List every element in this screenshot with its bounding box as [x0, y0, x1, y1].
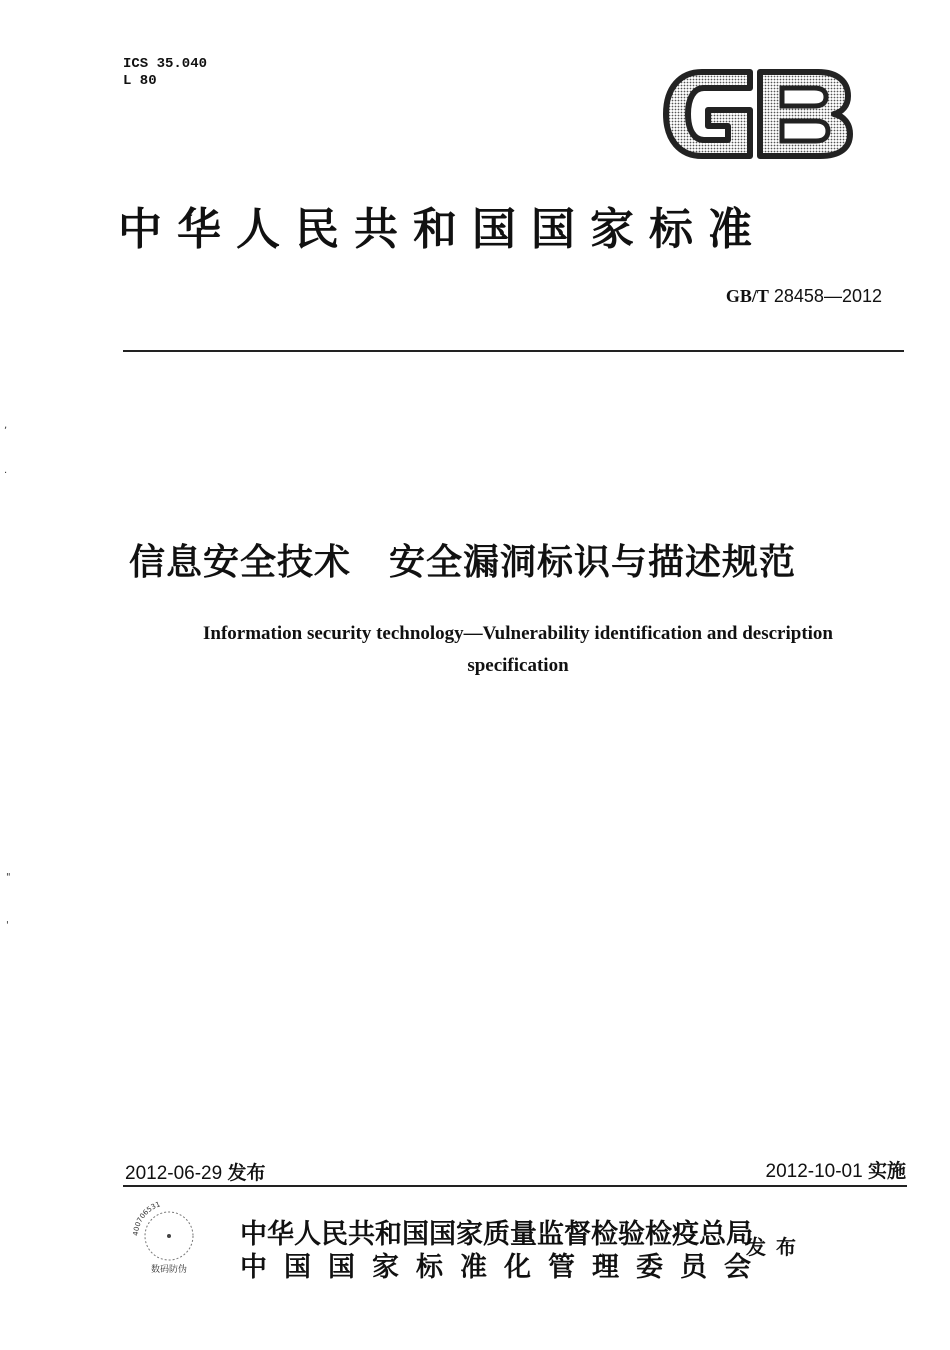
- issue-date-value: 2012-06-29: [125, 1163, 223, 1184]
- implementation-date-label: 实施: [867, 1160, 906, 1182]
- implementation-date-value: 2012-10-01: [765, 1161, 863, 1182]
- publish-label: 发布: [746, 1235, 806, 1259]
- issue-date: [125, 1158, 266, 1185]
- ics-classification: [123, 56, 207, 90]
- margin-scan-mark: ': [6, 920, 9, 931]
- implementation-date: [766, 1156, 907, 1183]
- document-title-en: [100, 618, 936, 682]
- issuer-line-1: 中华人民共和国国家质量监督检验检疫总局: [240, 1219, 753, 1250]
- seal-serial: 400706531: [131, 1200, 162, 1237]
- bottom-divider: [123, 1185, 907, 1187]
- class-code: L 80: [123, 73, 157, 89]
- seal-caption: 数码防伪: [150, 1265, 188, 1275]
- document-title-en-line1: Information security technology—Vulnerability identification and description: [202, 623, 833, 644]
- top-divider: [123, 350, 904, 352]
- ics-code: ICS 35.040: [123, 56, 208, 72]
- document-title-cn-part1: 信息安全技术: [129, 542, 352, 583]
- margin-scan-mark: .: [4, 465, 8, 476]
- standard-type-heading: 中华人民共和国国家标准: [118, 204, 767, 255]
- margin-scan-mark: ": [6, 872, 11, 883]
- document-title-en-line2: specification: [467, 655, 569, 676]
- standard-number-code: 28458—2012: [773, 286, 882, 306]
- margin-scan-mark: ,: [4, 420, 8, 431]
- svg-text:400706531: [132, 1200, 161, 1236]
- anti-counterfeit-seal-icon: [124, 1196, 214, 1276]
- standard-number: [726, 286, 882, 307]
- gb-logo-icon: [662, 66, 854, 162]
- issuer-line-2: 中国国家标准化管理委员会: [240, 1252, 768, 1283]
- standard-number-prefix: GB/T: [725, 286, 769, 306]
- document-title-cn-part2: 安全漏洞标识与描述规范: [389, 542, 797, 583]
- document-title-cn: [129, 534, 909, 585]
- issue-date-label: 发布: [227, 1162, 266, 1184]
